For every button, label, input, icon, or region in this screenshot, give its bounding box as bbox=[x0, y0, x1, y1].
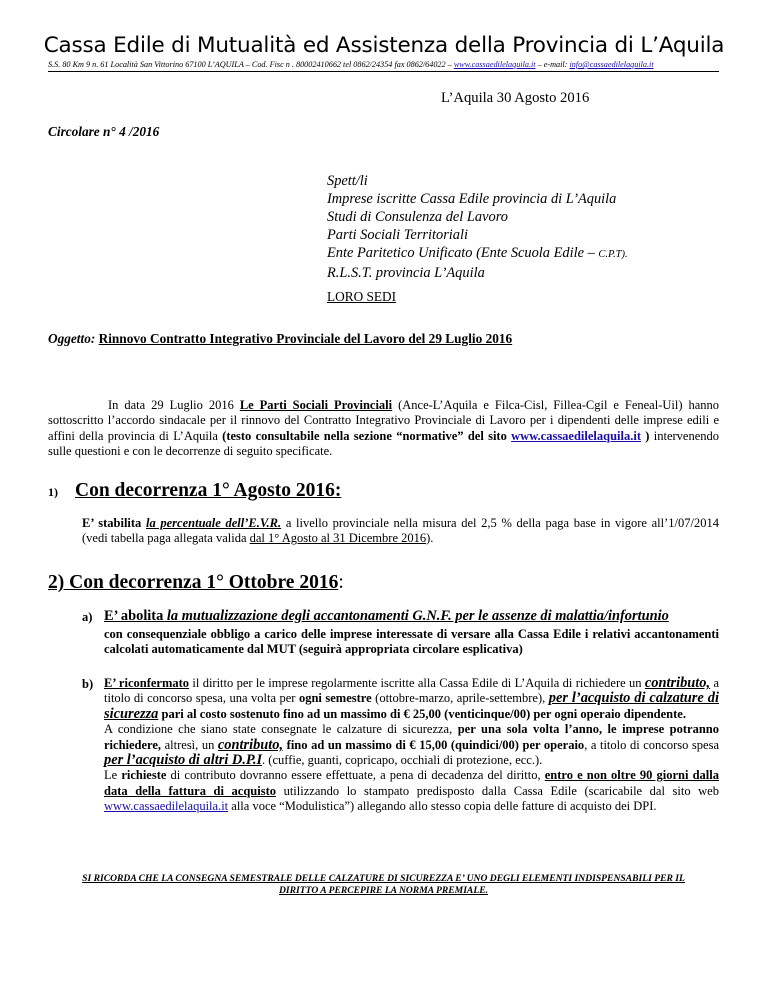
section-2-heading: 2) Con decorrenza 1° Ottobre 2016: bbox=[48, 572, 344, 593]
footer-reminder: SI RICORDA CHE LA CONSEGNA SEMESTRALE DELLE CALZATURE DI SICUREZZA E’ UNO DEGLI ELEMENTI INDISPENSABILI PER IL DIRITTO A PERCEPIRE LA NORMA PREMIALE. bbox=[82, 873, 685, 896]
letter-date: L’Aquila 30 Agosto 2016 bbox=[441, 90, 590, 106]
recipient-line: Imprese iscritte Cassa Edile provincia di L’Aquila bbox=[327, 191, 617, 208]
subject-line: Oggetto: Rinnovo Contratto Integrativo Provinciale del Lavoro del 29 Luglio 2016 bbox=[48, 331, 513, 346]
item-a-body: con consequenziale obbligo a carico delle imprese interessate di versare alla Cassa Edile i relativi accantonamenti calcolati automaticamente dal MUT (seguirà appropriata circolare esplicativa) bbox=[104, 627, 719, 657]
recipient-line: R.L.S.T. provincia L’Aquila bbox=[327, 265, 485, 282]
item-a-heading: E’ abolita la mutualizzazione degli accantonamenti G.N.F. per le assenze di malattia/infortunio bbox=[104, 608, 669, 624]
recipient-line: Studi di Consulenza del Lavoro bbox=[327, 209, 508, 226]
recipients-block bbox=[327, 172, 628, 283]
item-b-body: E’ riconfermato il diritto per le imprese regolarmente iscritte alla Cassa Edile di L’Aquila di richiedere un contributo, a titolo di concorso spesa, una volta per ogni semestre (ottobre-marzo, aprile-settembre), per l’acquisto di calzature di sicurezza pari al costo sostenuto fino ad un massimo di € 25,00 (venticinque/00) per ogni operaio dipendente. A condizione che siano state consegnate le calzature di sicurezza, per una sola volta l’anno, le imprese potranno richiedere, altresì, un contributo, fino ad un massimo di € 15,00 (quindici/00) per operaio, a titolo di concorso spesa per l’acquisto di altri D.P.I. (cuffie, guanti, copricapo, occhiali di protezione, ecc.). Le richieste di contributo dovranno essere effettuate, a pena di decadenza del diritto, entro e non oltre 90 giorni dalla data della fattura di acquisto utilizzando lo stampato predisposto dalla Cassa Edile (scaricabile dal sito web www.cassaedilelaquila.it alla voce “Modulistica”) allegando allo stesso copia delle fatture di acquisto dei DPI. bbox=[104, 675, 719, 814]
email-link[interactable]: info@cassaedilelaquila.it bbox=[569, 60, 654, 69]
website-link[interactable]: www.cassaedilelaquila.it bbox=[453, 60, 536, 69]
section-1-body: E’ stabilita la percentuale dell’E.V.R. a livello provinciale nella misura del 2,5 % della paga base in vigore all’1/07/2014 (vedi tabella paga allegata valida dal 1° Agosto al 31 Dicembre 2016). bbox=[82, 516, 719, 546]
website-link[interactable]: www.cassaedilelaquila.it bbox=[511, 428, 642, 443]
recipient-line: Ente Paritetico Unificato (Ente Scuola Edile – C.P.T). bbox=[327, 245, 628, 262]
section-1-heading: 1) Con decorrenza 1° Agosto 2016: bbox=[48, 480, 342, 501]
intro-paragraph: In data 29 Luglio 2016 Le Parti Sociali Provinciali (Ance-L’Aquila e Filca-Cisl, Fillea-Cgil e Feneal-Uil) hanno sottoscritto l’accordo sindacale per il rinnovo del Contratto Integrativo Provinciale di Lavoro per i dipendenti delle imprese edili e affini della provincia di L’Aquila (testo consultabile nella sezione “normative” del sito www.cassaedilelaquila.it ) intervenendo sulle questioni e con le decorrenze di seguito specificate. bbox=[48, 398, 720, 459]
letterhead-title: Cassa Edile di Mutualità ed Assistenza della Provincia di L’Aquila bbox=[43, 33, 725, 58]
circular-number: Circolare n° 4 /2016 bbox=[48, 124, 160, 139]
website-link[interactable]: www.cassaedilelaquila.it bbox=[104, 799, 229, 814]
letterhead-address: S.S. 80 Km 9 n. 61 Località San Vittorino 67100 L’AQUILA – Cod. Fisc n . 80002410662 tel 0862/24354 fax 0862/64022 – www.cassaedilelaquila.it – e-mail: info@cassaedilelaquila.it bbox=[48, 60, 654, 69]
letterhead-rule bbox=[48, 71, 719, 72]
recipient-line: Spett/li bbox=[327, 173, 368, 189]
item-a-letter: a) bbox=[82, 610, 93, 624]
loro-sedi: LORO SEDI bbox=[327, 289, 397, 304]
recipient-line: Parti Sociali Territoriali bbox=[327, 227, 468, 244]
item-b-letter: b) bbox=[82, 677, 94, 691]
